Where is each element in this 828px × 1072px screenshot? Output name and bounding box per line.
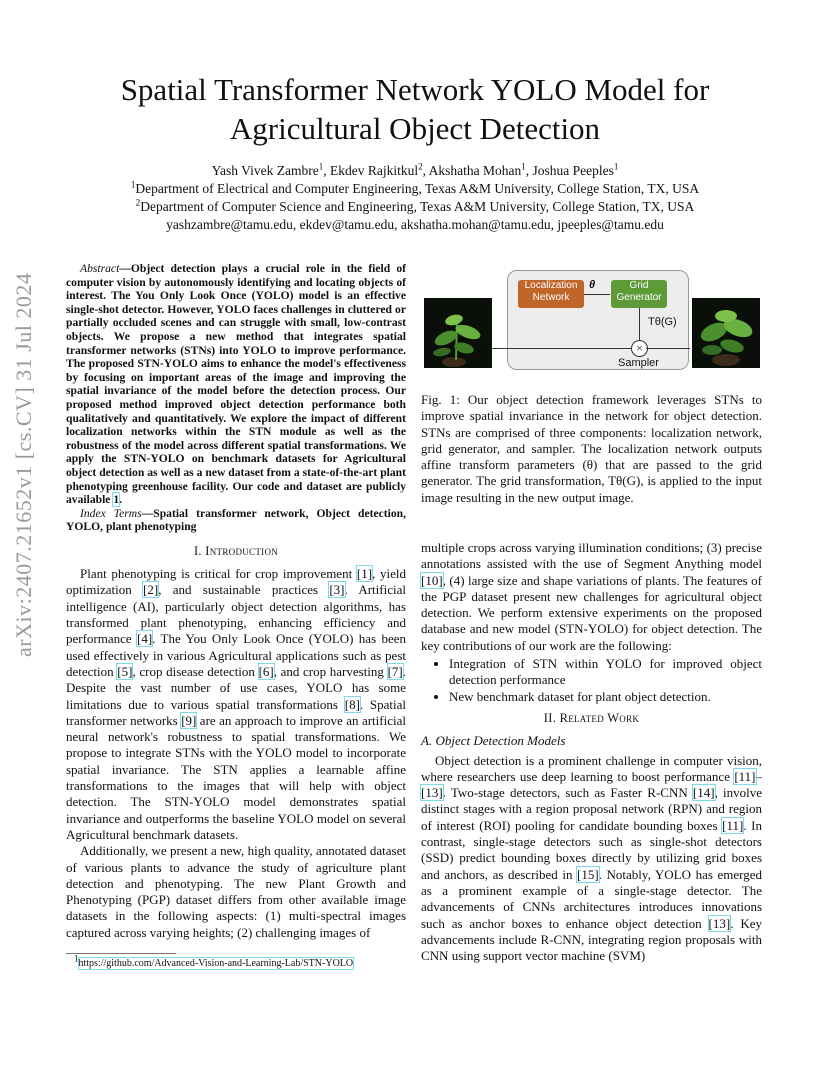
paper-title [60, 70, 770, 148]
affiliation-mark: 1 [613, 161, 619, 172]
text-run: Object detection is a prominent challenge in computer vision, where researchers use deep learning to boost performance [421, 752, 762, 784]
input-plant-image [424, 298, 492, 368]
affiliation-1 [60, 180, 770, 198]
sampler-multiply-node: × [631, 340, 648, 357]
section-number: II. [543, 710, 557, 725]
sampler-label: Sampler [618, 357, 659, 369]
text-run: , involve distinct stages with a region proposal network (RPN) and region of interest (ROI) pooling for candidate bounding boxes [421, 785, 762, 833]
citation-link[interactable]: [3] [329, 582, 345, 598]
affiliation-mark: 1 [521, 161, 526, 172]
text-run: . Notably, YOLO has emerged as a prominent example of a single-stage detector. The advancements of CNNs architectures introduces innovations such as anchor boxes to enhance object detection [421, 866, 762, 931]
arxiv-side-label: arXiv:2407.21652v1 [cs.CV] 31 Jul 2024 [11, 272, 36, 657]
related-work-paragraph [421, 753, 762, 965]
citation-link[interactable]: [6] [258, 663, 274, 679]
contribution-item: • Integration of STN within YOLO for improved object detection performance [449, 656, 762, 689]
text-run: , yield optimization [66, 566, 406, 598]
text-run: multiple crops across varying illumination conditions; (3) precise annotations assisted with the use of Segment Anything model [421, 540, 762, 572]
citation-link[interactable]: [15] [577, 866, 599, 882]
affiliation-mark: 1 [130, 179, 136, 190]
citation-link[interactable]: [10] [421, 572, 443, 588]
index-terms-label: Index Terms [80, 506, 142, 520]
grid-generator-box: Grid Generator [611, 280, 667, 308]
citation-link[interactable]: [11] [734, 768, 756, 784]
affiliation-text: Department of Computer Science and Engineering, Texas A&M University, College Station, TX, USA [140, 199, 695, 214]
text-run: , and sustainable practices [158, 582, 330, 598]
citation-link[interactable]: [8] [344, 696, 360, 712]
author-name: Ekdev Rajkitkul [329, 163, 419, 178]
author-name: Joshua Peeples [532, 163, 614, 178]
abstract-text: —Object detection plays a crucial role in the field of computer vision by autonomously identifying and locating objects of interest. The You Only Look Once (YOLO) model is an effective single-shot detector. However, YOLO faces challenges in cluttered or partially occluded scenes and can struggle with small, low-contrast objects. We propose a new method that integrates spatial transformer networks (STNs) into YOLO to improve performance. The proposed STN-YOLO aims to enhance the model's effectiveness by focusing on important areas of the image and improving the spatial invariance of the model before the detection process. Our proposed method improved object detection performance both qualitatively and quantitatively. We explore the impact of different localization networks within the STN module as well as the robustness of the model across different spatial transformations. We apply the STN-YOLO on benchmark datasets for Agricultural object detection as well as a new dataset from a state-of-the-art plant phenotyping greenhouse facility. Our code and dataset are publicly available [66, 262, 406, 507]
text-run: . Key advancements include R-CNN, integrating region proposals with CNN using support vector machine (SVM) [421, 915, 762, 964]
footnote-link[interactable]: 1 [113, 493, 120, 507]
footnote [66, 953, 354, 969]
input-to-sampler-arrow [492, 348, 631, 349]
figure-1-diagram [422, 268, 762, 378]
localization-network-box: Localization Network [518, 280, 584, 308]
citation-link[interactable]: [7] [387, 663, 403, 679]
contributions-list [421, 656, 762, 705]
right-column [421, 540, 762, 964]
contribution-item: • New benchmark dataset for plant object detection. [449, 689, 762, 705]
section-title: Introduction [205, 543, 279, 558]
title-line-2: Agricultural Object Detection [229, 111, 601, 146]
text-run: . Artificial intelligence (AI), particularly object detection algorithms, has transformed plant phenotyping, enhancing efficiency and performance [66, 582, 406, 647]
affiliation-2 [60, 198, 770, 216]
index-terms-text: —Spatial transformer network, Object detection, YOLO, plant phenotyping [66, 506, 406, 534]
abstract [66, 262, 406, 507]
affiliation-text: Department of Electrical and Computer Engineering, Texas A&M University, College Station, TX, USA [135, 181, 700, 196]
right-paragraph-1 [421, 540, 762, 654]
sampler-to-output-arrow [646, 348, 690, 349]
citation-link[interactable]: [4] [137, 631, 153, 647]
section-heading-related-work [421, 710, 762, 726]
citation-link[interactable]: [9] [181, 712, 197, 728]
author-name: Akshatha Mohan [428, 163, 522, 178]
index-terms [66, 507, 406, 534]
transform-label: Tθ(G) [648, 316, 677, 328]
author-emails: yashzambre@tamu.edu, ekdev@tamu.edu, akshatha.mohan@tamu.edu, jpeeples@tamu.edu [166, 217, 664, 232]
left-column [66, 262, 406, 941]
author-block [60, 162, 770, 234]
intro-paragraph-2: Additionally, we present a new, high quality, annotated dataset of various plants to advance the study of agriculture plant detection and phenotyping. The new Plant Growth and Phenotyping (PGP) dataset differs from other available image datasets in the following aspects: (1) multi-spectral images captured across varying heights; (2) challenging images of [66, 843, 406, 940]
grid-to-sampler-arrow [639, 308, 640, 340]
section-number: I. [193, 543, 202, 558]
affiliation-mark: 2 [135, 197, 141, 208]
theta-label: θ [589, 279, 596, 291]
text-run: . The You Only Look Once (YOLO) has been used effectively in various Agricultural applications such as pest detection [66, 631, 406, 679]
theta-arrow [584, 294, 610, 295]
section-title: Related Work [559, 710, 640, 725]
citation-link[interactable]: [13] [421, 785, 443, 801]
citation-link[interactable]: [1] [356, 566, 373, 582]
citation-link[interactable]: [11] [722, 817, 744, 833]
text-run: , crop disease detection [132, 663, 259, 679]
author-name: Yash Vivek Zambre [211, 163, 319, 178]
text-run: . In contrast, single-stage detectors such as single-shot detectors (SSD) predict bounding boxes directly by utilizing grid boxes and anchors, as described in [421, 817, 762, 882]
section-heading-introduction [66, 543, 406, 559]
title-line-1: Spatial Transformer Network YOLO Model for [120, 72, 710, 107]
citation-link[interactable]: [14] [692, 785, 715, 801]
text-run: Plant phenotyping is critical for crop improvement [80, 566, 357, 582]
text-run: , (4) large size and shape variations of plants. The features of the PGP dataset present new challenges for agricultural object detection. We perform extensive experiments on the proposed database and new model (STN-YOLO) for object detection. The key contributions of our work are the following: [421, 572, 762, 653]
intro-paragraph-1 [66, 566, 406, 843]
text-run: . Spatial transformer networks [66, 696, 407, 728]
footnote-url-link[interactable]: https://github.com/Advanced-Vision-and-Learning-Lab/STN-YOLO [78, 958, 354, 969]
author-names: Yash Vivek Zambre$^1$, Ekdev Rajkitkul$^2$, Akshatha Mohan$^1$, Joshua Peeples$^1$ [211, 161, 619, 178]
subsection-heading: A. Object Detection Models [421, 733, 566, 749]
figure-1-caption: Fig. 1: Our object detection framework leverages STNs to improve spatial invariance in the network for object detection. STNs are comprised of three components: localization network, grid generator, and sampler. The localization network outputs affine transform parameters (θ) that are passed to the grid generator. The grid transformation, Tθ(G), is applied to the input image resulting in the new output image. [421, 392, 762, 505]
footnote-mark: 1 [74, 953, 79, 964]
affiliation-mark: 1 [318, 161, 324, 172]
output-plant-image [692, 298, 760, 368]
citation-link[interactable]: [13] [708, 915, 731, 931]
text-run: . Two-stage detectors, such as Faster R-CNN [442, 785, 693, 801]
citation-link[interactable]: [5] [117, 663, 133, 679]
text-run: – [755, 768, 762, 784]
text-run: . Despite the vast number of use cases, YOLO has some limitations due to various spatial transformations [66, 663, 406, 712]
text-run: are an approach to improve an artificial neural network's robustness to spatial transformations. We propose to integrate STNs with the YOLO model to incorporate spatial invariance. The STN applies a learnable affine transformations to the images that will help with object detection. The STN-YOLO model demonstrates spatial invariance and outperforms the baseline YOLO model on several Agricultural benchmark datasets. [66, 712, 406, 842]
abstract-label: Abstract [80, 262, 120, 275]
abstract-end: . [119, 493, 123, 507]
text-run: , and crop harvesting [273, 663, 388, 679]
citation-link[interactable]: [2] [143, 582, 159, 598]
affiliation-mark: 2 [418, 161, 423, 172]
